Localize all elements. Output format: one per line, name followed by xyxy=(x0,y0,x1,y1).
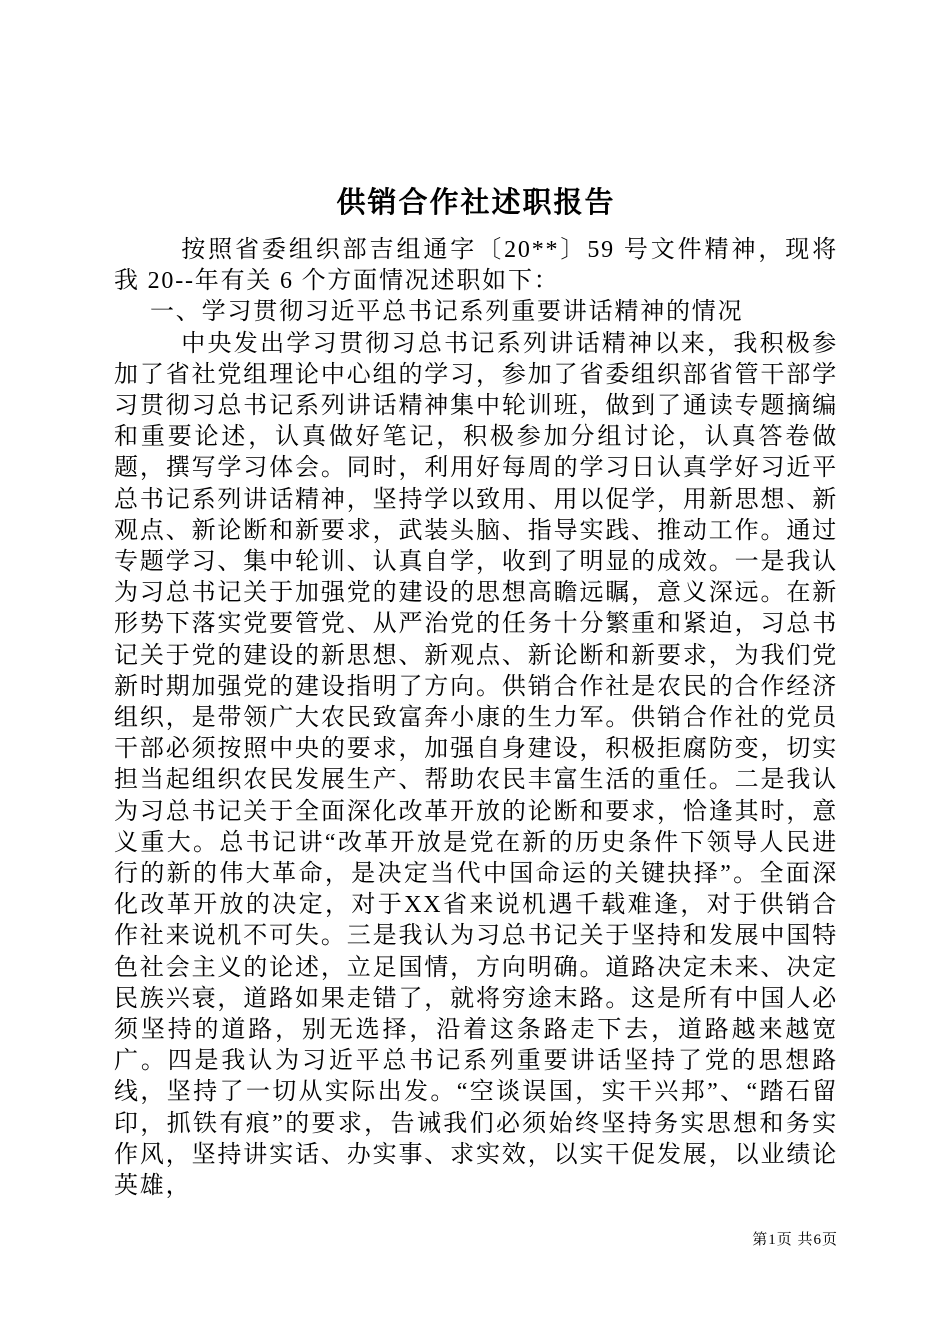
paragraph-intro: 按照省委组织部吉组通字〔20**〕59 号文件精神，现将我 20--年有关 6 个方面情况述职如下： xyxy=(114,237,838,295)
paragraph-body: 中央发出学习贯彻习总书记系列讲话精神以来，我积极参加了省社党组理论中心组的学习，参加了省委组织部省管干部学习贯彻习总书记系列讲话精神集中轮训班，做到了通读专题摘编和重要论述，认真做好笔记，积极参加分组讨论，认真答卷做题，撰写学习体会。同时，利用好每周的学习日认真学好习近平总书记系列讲话精神，坚持学以致用、用以促学，用新思想、新观点、新论断和新要求，武装头脑、指导实践、推动工作。通过专题学习、集中轮训、认真自学，收到了明显的成效。一是我认为习总书记关于加强党的建设的思想高瞻远瞩，意义深远。在新形势下落实党要管党、从严治党的任务十分繁重和紧迫，习总书记关于党的建设的新思想、新观点、新论断和新要求，为我们党新时期加强党的建设指明了方向。供销合作社是农民的合作经济组织，是带领广大农民致富奔小康的生力军。供销合作社的党员干部必须按照中央的要求，加强自身建设，积极拒腐防变，切实担当起组织农民发展生产、帮助农民丰富生活的重任。二是我认为习总书记关于全面深化改革开放的论断和要求，恰逢其时，意义重大。总书记讲“改革开放是党在新的历史条件下领导人民进行的新的伟大革命，是决定当代中国命运的关键抉择”。全面深化改革开放的决定，对于XX省来说机遇千载难逢，对于供销合作社来说机不可失。三是我认为习总书记关于坚持和发展中国特色社会主义的论述，立足国情，方向明确。道路决定未来、决定民族兴衰，道路如果走错了，就将穷途末路。这是所有中国人必须坚持的道路，别无选择，沿着这条路走下去，道路越来越宽广。四是我认为习近平总书记系列重要讲话坚持了党的思想路线，坚持了一切从实际出发。“空谈误国，实干兴邦”、“踏石留印，抓铁有痕”的要求，告诫我们必须始终坚持务实思想和务实作风，坚持讲实话、办实事、求实效，以实干促发展，以业绩论英雄， xyxy=(114,330,838,1200)
page-footer xyxy=(752,1228,838,1249)
document-content xyxy=(114,183,838,1202)
section-heading: 一、学习贯彻习近平总书记系列重要讲话精神的情况 xyxy=(150,299,744,326)
page-number-label: 第1页 共6页 xyxy=(752,1232,838,1248)
document-title: 供销合作社述职报告 xyxy=(336,187,616,219)
